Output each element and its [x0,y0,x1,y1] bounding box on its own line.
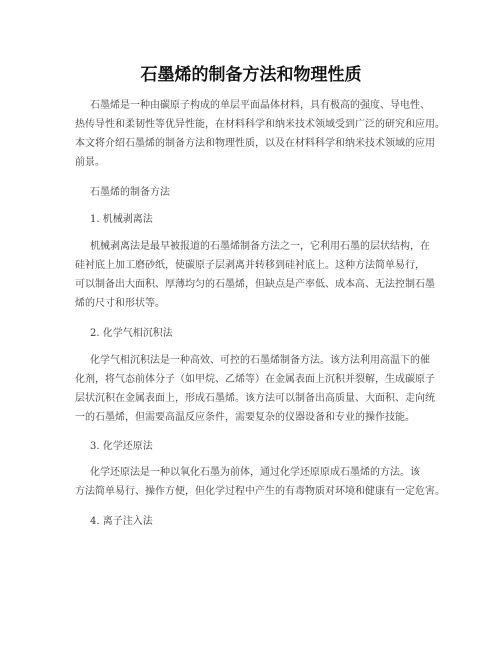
method-heading: 4. 离子注入法 [90,516,153,527]
method-heading: 1. 机械剥离法 [90,214,153,225]
paragraph-line: 化学气相沉积法是一种高效、可控的石墨烯制备方法。该方法利用高温下的催 [90,355,430,366]
paragraph-line: 化剂，将气态前体分子（如甲烷、乙烯等）在金属表面上沉积并裂解，生成碳原子 [75,374,435,385]
method-heading: 2. 化学气相沉积法 [90,328,173,339]
paragraph-line: 热传导性和柔韧性等优异性能，在材料科学和纳米技术领域受到广泛的研究和应用。 [75,119,445,130]
paragraph-line: 化学还原法是一种以氧化石墨为前体，通过化学还原原成石墨烯的方法。该 [90,467,420,478]
paragraph-line: 一的石墨烯，但需要高温反应条件，需要复杂的仪器设备和专业的操作技能。 [75,412,415,423]
paragraph-line: 本文将介绍石墨烯的制备方法和物理性质，以及在材料科学和纳米技术领域的应用 [75,138,435,149]
method-paragraph [75,463,445,501]
method-paragraph [75,237,435,313]
method-paragraph [75,351,435,427]
paragraph-line: 可以制备出大面积、厚薄均匀的石墨烯，但缺点是产率低、成本高、无法控制石墨 [75,279,435,290]
intro-paragraph [75,96,445,172]
paragraph-line: 机械剥离法是最早被报道的石墨烯制备方法之一，它利用石墨的层状结构，在 [90,241,430,252]
paragraph-line: 石墨烯是一种由碳原子构成的单层平面晶体材料，具有极高的强度、导电性、 [90,100,430,111]
method-heading: 3. 化学还原法 [90,441,153,452]
paragraph-line: 方法简单易行、操作方便，但化学过程中产生的有毒物质对环境和健康有一定危害。 [75,486,445,497]
paragraph-line: 烯的尺寸和形状等。 [75,298,165,309]
document-title: 石墨烯的制备方法和物理性质 [140,65,362,85]
section-heading: 石墨烯的制备方法 [90,187,170,198]
paragraph-line: 层状沉积在金属表面上，形成石墨烯。该方法可以制备出高质量、大面积、走向统 [75,393,435,404]
paragraph-line: 硅衬底上加工磨砂纸，使碳原子层剥离并转移到硅衬底上。这种方法简单易行， [75,260,425,271]
paragraph-line: 前景。 [75,157,105,168]
